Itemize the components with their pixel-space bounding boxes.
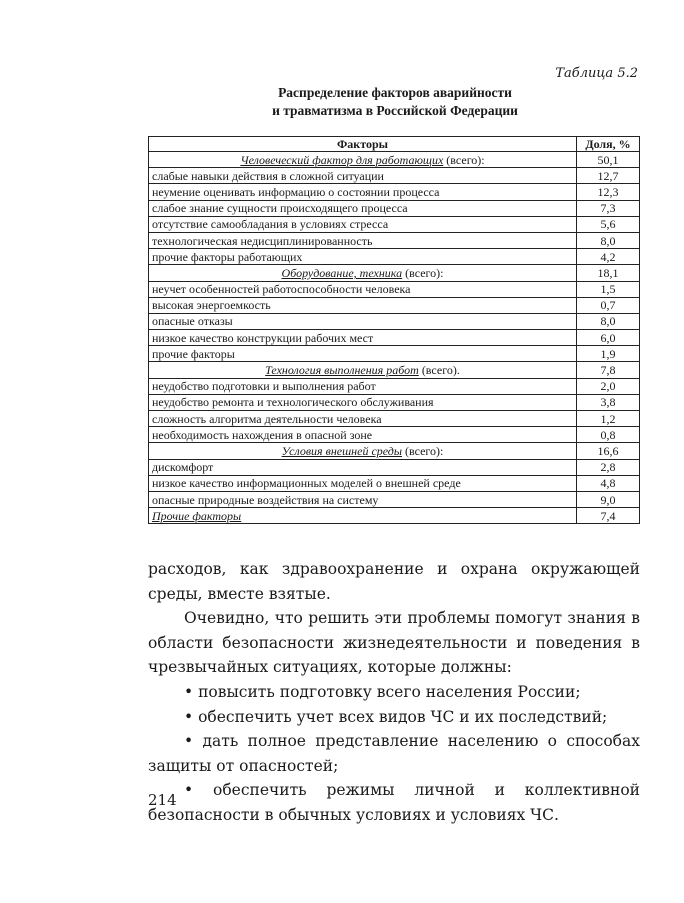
share-value-cell: 0,7 [577,297,640,313]
table-header-row [149,137,640,152]
bullet-item: • обеспечить режимы личной и коллективной безопасности в обычных условиях и условиях ЧС. [148,781,640,824]
share-value-cell: 2,8 [577,459,640,475]
body-text [148,557,640,828]
table-row [149,249,640,265]
table-row [149,394,640,410]
paragraph: расходов, как здравоохранение и охрана окружающей среды, вместе взятые. [148,560,640,603]
factor-label-cell: неудобство подготовки и выполнения работ [149,378,577,394]
factor-label-cell: технологическая недисциплинированность [149,232,577,248]
group-suffix: (всего): [402,443,444,458]
share-value-cell: 8,0 [577,313,640,329]
factor-label-cell: прочие факторы [149,346,577,362]
share-column-header: Доля, % [577,137,640,152]
share-value-cell: 1,5 [577,281,640,297]
table-title-line-2: и травматизма в Российской Федерации [272,103,518,118]
table-number-label: Таблица 5.2 [555,66,638,81]
factors-table-body [149,152,640,524]
factor-label-cell: низкое качество информационных моделей о внешней среде [149,475,577,491]
bullet-item: • повысить подготовку всего населения России; [184,682,581,701]
table-row [149,508,640,524]
share-value-cell: 3,8 [577,394,640,410]
share-value-cell: 9,0 [577,491,640,507]
share-value-cell: 6,0 [577,330,640,346]
group-name: Человеческий фактор для работающих [240,152,444,167]
share-value-cell: 16,6 [577,443,640,459]
share-value-cell: 0,8 [577,427,640,443]
factor-label-cell: высокая энергоемкость [149,297,577,313]
share-value-cell: 7,8 [577,362,640,378]
bullet-item: • обеспечить учет всех видов ЧС и их последствий; [184,707,608,726]
table-row [149,184,640,200]
table-group-row [149,362,640,378]
factor-label-cell: неумение оценивать информацию о состоянии процесса [149,184,577,200]
table-row [149,491,640,507]
group-name: Технология выполнения работ [265,363,419,378]
factor-label-cell: опасные отказы [149,313,577,329]
factor-label-cell: дискомфорт [149,459,577,475]
factor-label-cell: необходимость нахождения в опасной зоне [149,427,577,443]
page-number: 214 [148,791,177,809]
group-label-cell [149,152,577,168]
table-row [149,378,640,394]
share-value-cell: 50,1 [577,152,640,168]
paragraph: Очевидно, что решить эти проблемы помогут знания в области безопасности жизнедеятельности и поведения в чрезвычайных ситуациях, которые должны: [148,609,640,677]
table-row [149,346,640,362]
factor-label-cell: неучет особенностей работоспособности человека [149,281,577,297]
share-value-cell: 12,7 [577,168,640,184]
share-value-cell: 7,3 [577,200,640,216]
share-value-cell: 8,0 [577,232,640,248]
table-group-row [149,152,640,168]
bullet-item: • дать полное представление населению о способах защиты от опасностей; [148,732,640,775]
factors-table [148,136,640,524]
table-row [149,216,640,232]
table-row [149,200,640,216]
group-name: Условия внешней среды [281,443,403,458]
factor-label-cell: слабые навыки действия в сложной ситуации [149,168,577,184]
group-suffix: (всего). [418,363,460,378]
table-group-row [149,265,640,281]
share-value-cell: 18,1 [577,265,640,281]
share-value-cell: 7,4 [577,508,640,524]
share-value-cell: 4,2 [577,249,640,265]
group-label-cell [149,265,577,281]
share-value-cell: 2,0 [577,378,640,394]
group-name: Оборудование, техника [281,265,403,280]
table-row [149,232,640,248]
factor-label-cell: опасные природные воздействия на систему [149,491,577,507]
share-value-cell: 1,2 [577,411,640,427]
table-row [149,475,640,491]
factor-label-cell: неудобство ремонта и технологического обслуживания [149,394,577,410]
table-row [149,297,640,313]
table-row [149,459,640,475]
table-row [149,427,640,443]
share-value-cell: 12,3 [577,184,640,200]
factor-label-cell: слабое знание сущности происходящего процесса [149,200,577,216]
factor-label-cell: прочие факторы работающих [149,249,577,265]
table-row [149,313,640,329]
factor-label-cell: отсутствие самообладания в условиях стресса [149,216,577,232]
table-group-row [149,443,640,459]
table-title [150,84,640,120]
group-suffix: (всего): [443,152,485,167]
factor-label-cell: Прочие факторы [149,508,577,524]
factor-label-cell: низкое качество конструкции рабочих мест [149,330,577,346]
share-value-cell: 4,8 [577,475,640,491]
share-value-cell: 1,9 [577,346,640,362]
table-row [149,168,640,184]
factors-column-header: Факторы [149,137,577,152]
table-row [149,411,640,427]
group-label-cell [149,443,577,459]
share-value-cell: 5,6 [577,216,640,232]
table-row [149,330,640,346]
table-title-line-1: Распределение факторов аварийности [278,85,512,100]
group-suffix: (всего): [402,265,444,280]
group-label-cell [149,362,577,378]
table-row [149,281,640,297]
factor-label-cell: сложность алгоритма деятельности человека [149,411,577,427]
